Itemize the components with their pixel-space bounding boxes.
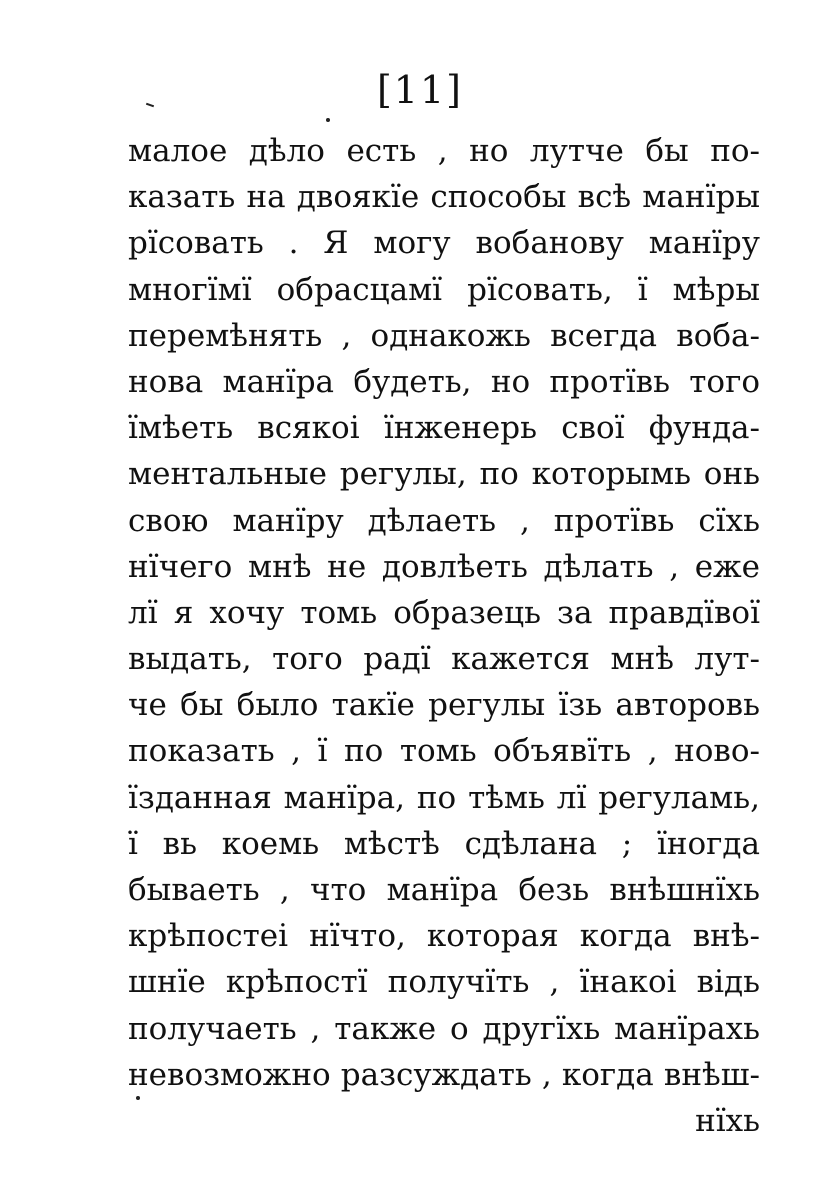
text-line: малое дѣло есть , но лутче бы по- [128, 133, 760, 169]
text-line: выдать, того радї кажется мнѣ лут- [128, 641, 760, 678]
text-line: нова манїра будеть, но протївь того [128, 363, 760, 400]
text-line: крѣпостеi нїчто, которая когда внѣ- [128, 918, 760, 955]
text-line: нїчего мнѣ не довлѣеть дѣлать , еже [128, 548, 760, 585]
text-line: че бы было такїе регулы їзь авторовь [128, 687, 760, 724]
text-line: свою манїру дѣлаеть , протївь сїхь [128, 502, 760, 539]
page-number: [11] [376, 68, 463, 112]
text-line: многїмї обрасцамї рїсовать, ї мѣры [128, 271, 760, 308]
text-line: перемѣнять , однакожь всегда воба- [128, 317, 760, 354]
text-line: їмѣеть всякоi їнженерь свої фунда- [128, 410, 760, 447]
text-line: ментальные регулы, по которымь онь [128, 456, 760, 493]
ink-mark-dot [326, 118, 330, 122]
text-line: ї вь коемь мѣстѣ сдѣлана ; їногда [128, 825, 760, 862]
text-line: рїсовать . Я могу вобанову манїру [128, 225, 760, 262]
catchword: нїхь [695, 1102, 760, 1139]
text-line: їзданная манїра, по тѣмь лї регуламь, [128, 779, 760, 816]
text-line: получаеть , также о другїхь манїрахь [128, 1010, 760, 1047]
text-line: лї я хочу томь образець за правдївої [128, 594, 760, 631]
text-line: невозможно разсуждать , когда внѣш- [128, 1056, 760, 1093]
text-line: показать , ї по томь объявїть , ново- [128, 733, 760, 770]
text-line: казать на двоякїе способы всѣ манїры [128, 179, 760, 216]
text-line: шнїе крѣпостї получїть , їнакоi відь [128, 964, 760, 1001]
body-text [128, 128, 760, 1144]
text-line: бываеть , что манїра безь внѣшнїхь [128, 872, 760, 908]
